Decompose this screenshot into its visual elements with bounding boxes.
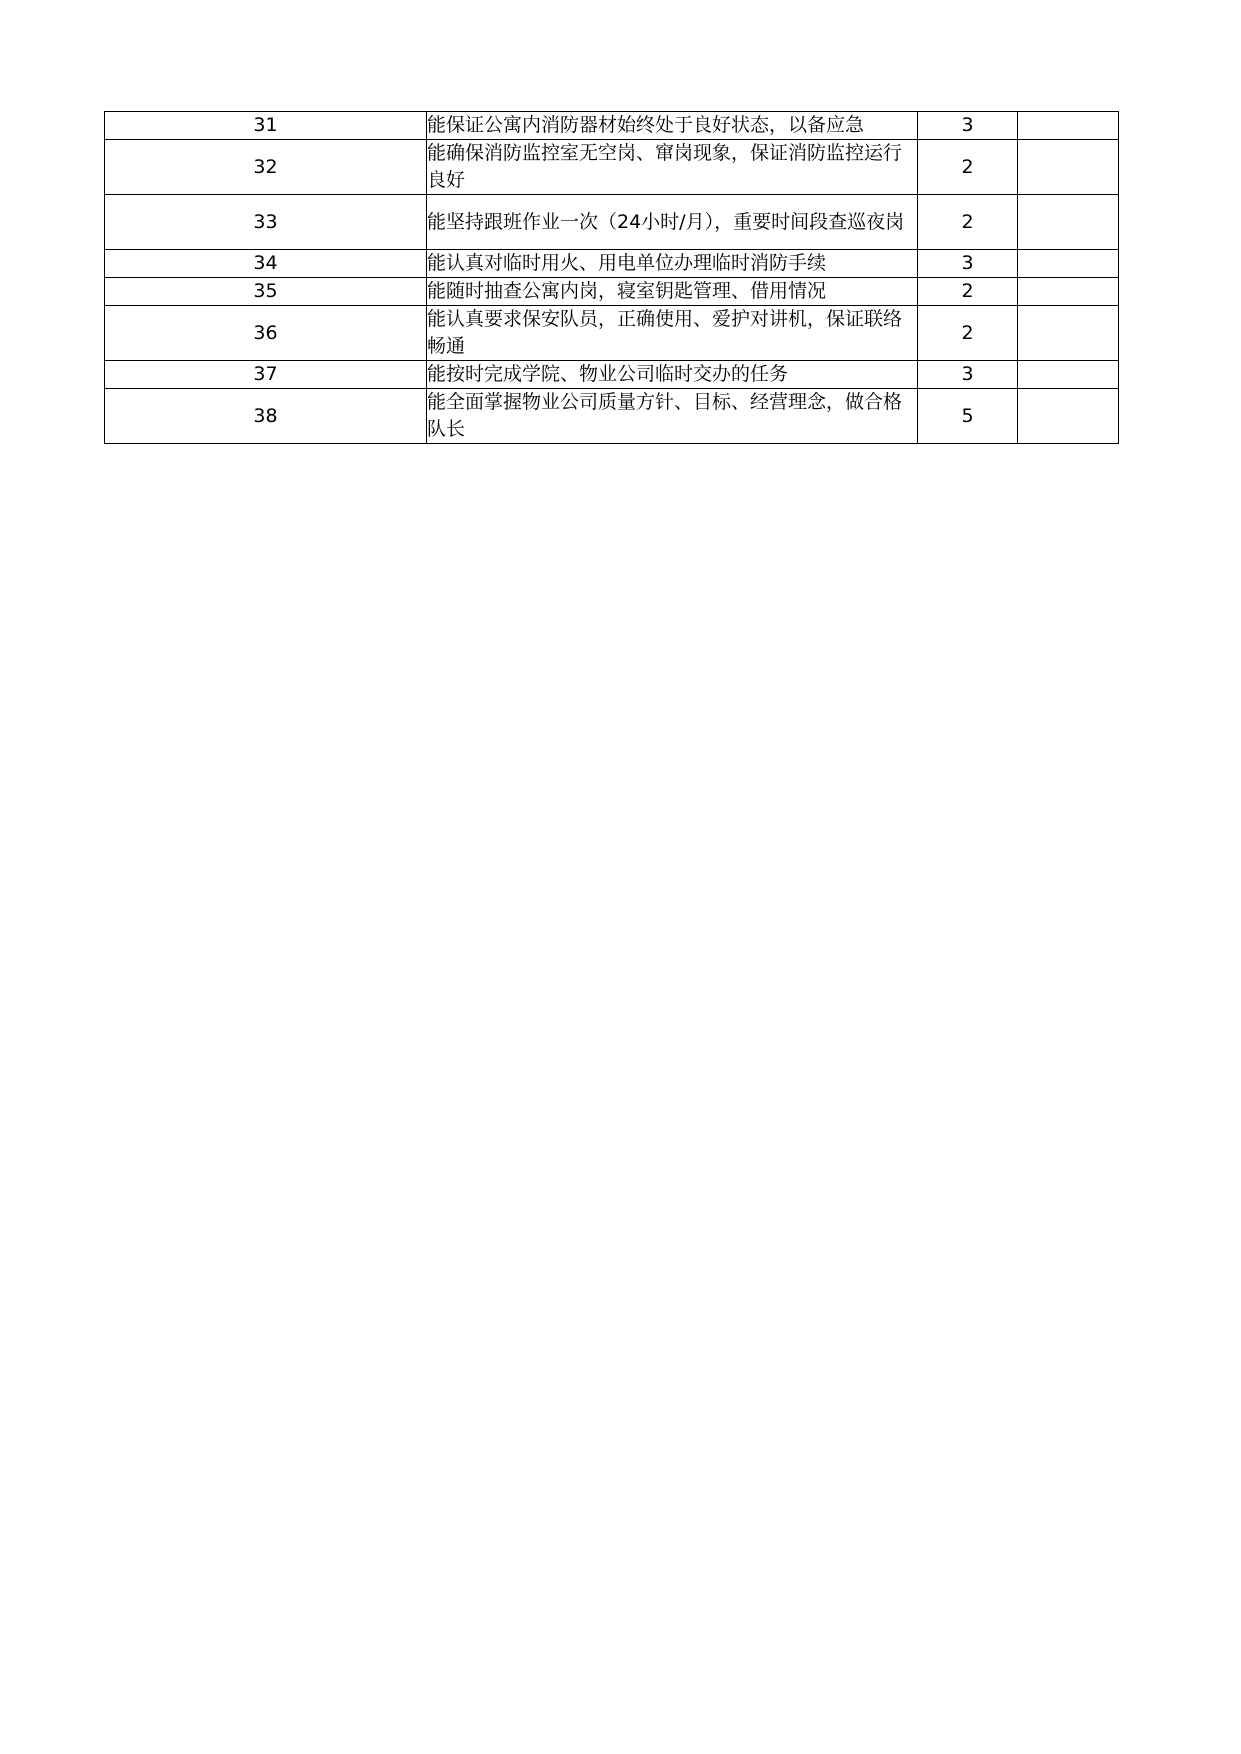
item-score: 2 (918, 195, 1018, 250)
table-row (105, 278, 1119, 306)
item-score: 2 (918, 278, 1018, 306)
item-evaluation-cell (1018, 389, 1119, 444)
item-description-text: 能认真对临时用火、用电单位办理临时消防手续 (427, 252, 827, 274)
item-description (427, 389, 918, 444)
item-evaluation-cell (1018, 195, 1119, 250)
item-description-text: 能坚持跟班作业一次（24小时/月），重要时间段查巡夜岗 (427, 210, 905, 233)
assessment-table-container (104, 111, 1118, 444)
table-row (105, 250, 1119, 278)
item-number: 36 (105, 306, 427, 361)
item-number: 35 (105, 278, 427, 306)
item-description (427, 306, 918, 361)
item-number: 31 (105, 112, 427, 140)
table-row (105, 306, 1119, 361)
item-score: 3 (918, 112, 1018, 140)
item-description-text: 能按时完成学院、物业公司临时交办的任务 (427, 363, 789, 385)
item-evaluation-cell (1018, 361, 1119, 389)
item-number: 34 (105, 250, 427, 278)
item-description (427, 250, 918, 278)
item-score: 2 (918, 306, 1018, 361)
table-row (105, 112, 1119, 140)
item-score: 3 (918, 361, 1018, 389)
item-description-text: 能随时抽查公寓内岗，寝室钥匙管理、借用情况 (427, 280, 827, 302)
item-description-text: 能确保消防监控室无空岗、窜岗现象，保证消防监控运行良好 (427, 142, 903, 191)
item-evaluation-cell (1018, 278, 1119, 306)
item-description-text: 能全面掌握物业公司质量方针、目标、经营理念，做合格队长 (427, 391, 903, 440)
item-score: 2 (918, 140, 1018, 195)
table-row (105, 389, 1119, 444)
item-number: 32 (105, 140, 427, 195)
table-row (105, 361, 1119, 389)
assessment-table (104, 111, 1119, 444)
item-score: 3 (918, 250, 1018, 278)
item-description (427, 195, 918, 250)
item-description (427, 112, 918, 140)
item-description (427, 140, 918, 195)
item-description (427, 361, 918, 389)
item-description-text: 能保证公寓内消防器材始终处于良好状态，以备应急 (427, 114, 865, 136)
item-evaluation-cell (1018, 112, 1119, 140)
table-row (105, 140, 1119, 195)
table-row (105, 195, 1119, 250)
item-description (427, 278, 918, 306)
item-evaluation-cell (1018, 250, 1119, 278)
item-description-text: 能认真要求保安队员，正确使用、爱护对讲机，保证联络畅通 (427, 308, 903, 357)
item-number: 38 (105, 389, 427, 444)
item-number: 33 (105, 195, 427, 250)
item-evaluation-cell (1018, 306, 1119, 361)
item-number: 37 (105, 361, 427, 389)
item-evaluation-cell (1018, 140, 1119, 195)
item-score: 5 (918, 389, 1018, 444)
